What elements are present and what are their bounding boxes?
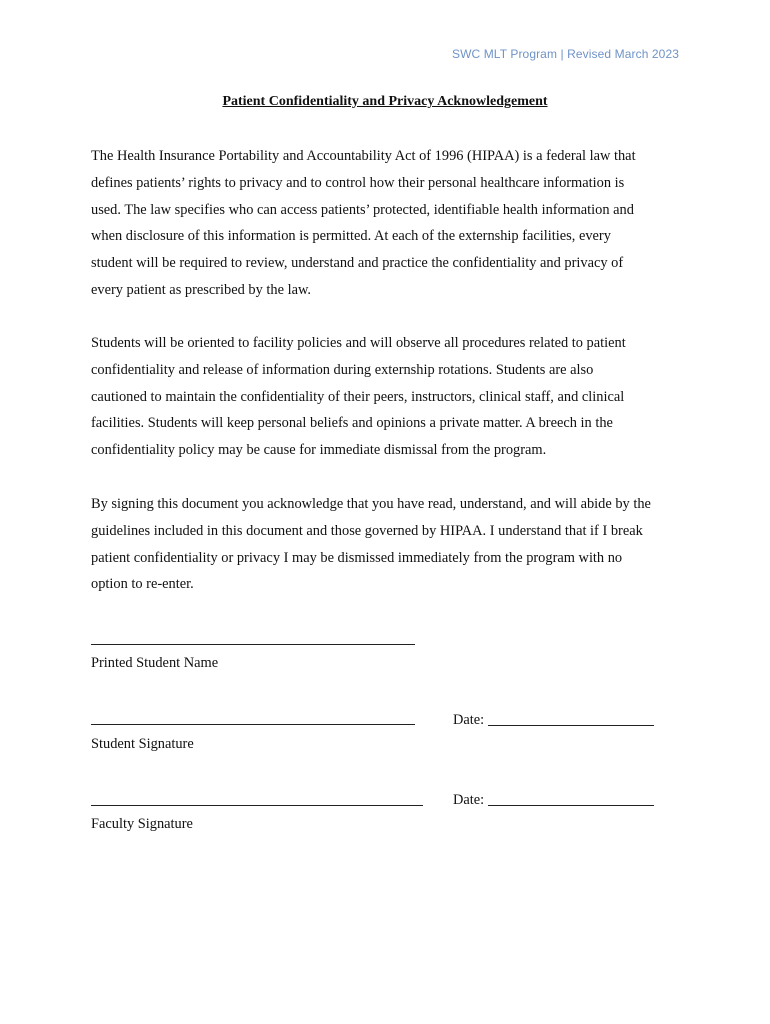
paragraph-line: used. The law specifies who can access patients’ protected, identifiable health information and <box>91 201 634 218</box>
paragraph-line: when disclosure of this information is permitted. At each of the externship facilities, every <box>91 228 611 245</box>
document-title: Patient Confidentiality and Privacy Acknowledgement <box>222 94 548 109</box>
faculty-signature-label: Faculty Signature <box>91 816 193 832</box>
paragraph-line: defines patients’ rights to privacy and to control how their personal healthcare information is <box>91 174 625 191</box>
student-date-field <box>453 709 654 729</box>
paragraph-line: patient confidentiality or privacy I may be dismissed immediately from the program with no <box>91 549 623 566</box>
student-signature-label: Student Signature <box>91 736 194 752</box>
paragraph-line: student will be required to review, understand and practice the confidentiality and privacy of <box>91 255 624 272</box>
page-header: SWC MLT Program | Revised March 2023 <box>451 47 679 61</box>
date-label: Date: <box>453 712 485 728</box>
paragraph-line: facilities. Students will keep personal beliefs and opinions a private matter. A breech in the <box>91 415 613 432</box>
paragraph-line: By signing this document you acknowledge that you have read, understand, and will abide by the <box>91 496 651 512</box>
printed-name-label: Printed Student Name <box>91 655 219 671</box>
student-date-line[interactable] <box>488 711 654 726</box>
paragraph-acknowledgement <box>91 491 691 598</box>
paragraph-line: confidentiality policy may be cause for immediate dismissal from the program. <box>91 442 547 459</box>
paragraph-line: cautioned to maintain the confidentiality of their peers, instructors, clinical staff, and clinical <box>91 388 625 405</box>
paragraph-line: every patient as prescribed by the law. <box>91 281 312 298</box>
paragraph-line: confidentiality and release of information during externship rotations. Students are also <box>91 361 594 378</box>
date-label: Date: <box>453 792 485 808</box>
printed-name-line[interactable] <box>91 644 415 645</box>
paragraph-line: The Health Insurance Portability and Accountability Act of 1996 (HIPAA) is a federal law that <box>91 148 636 164</box>
student-signature-line[interactable] <box>91 724 415 725</box>
paragraph-line: guidelines included in this document and those governed by HIPAA. I understand that if I break <box>91 522 643 539</box>
paragraph-line: option to re-enter. <box>91 576 194 593</box>
paragraph-hipaa-intro <box>91 143 691 304</box>
paragraph-line: Students will be oriented to facility policies and will observe all procedures related to patient <box>91 335 626 351</box>
faculty-signature-line[interactable] <box>91 805 423 806</box>
paragraph-facility-policies <box>91 330 691 464</box>
faculty-date-field <box>453 789 654 809</box>
faculty-date-line[interactable] <box>488 791 654 806</box>
